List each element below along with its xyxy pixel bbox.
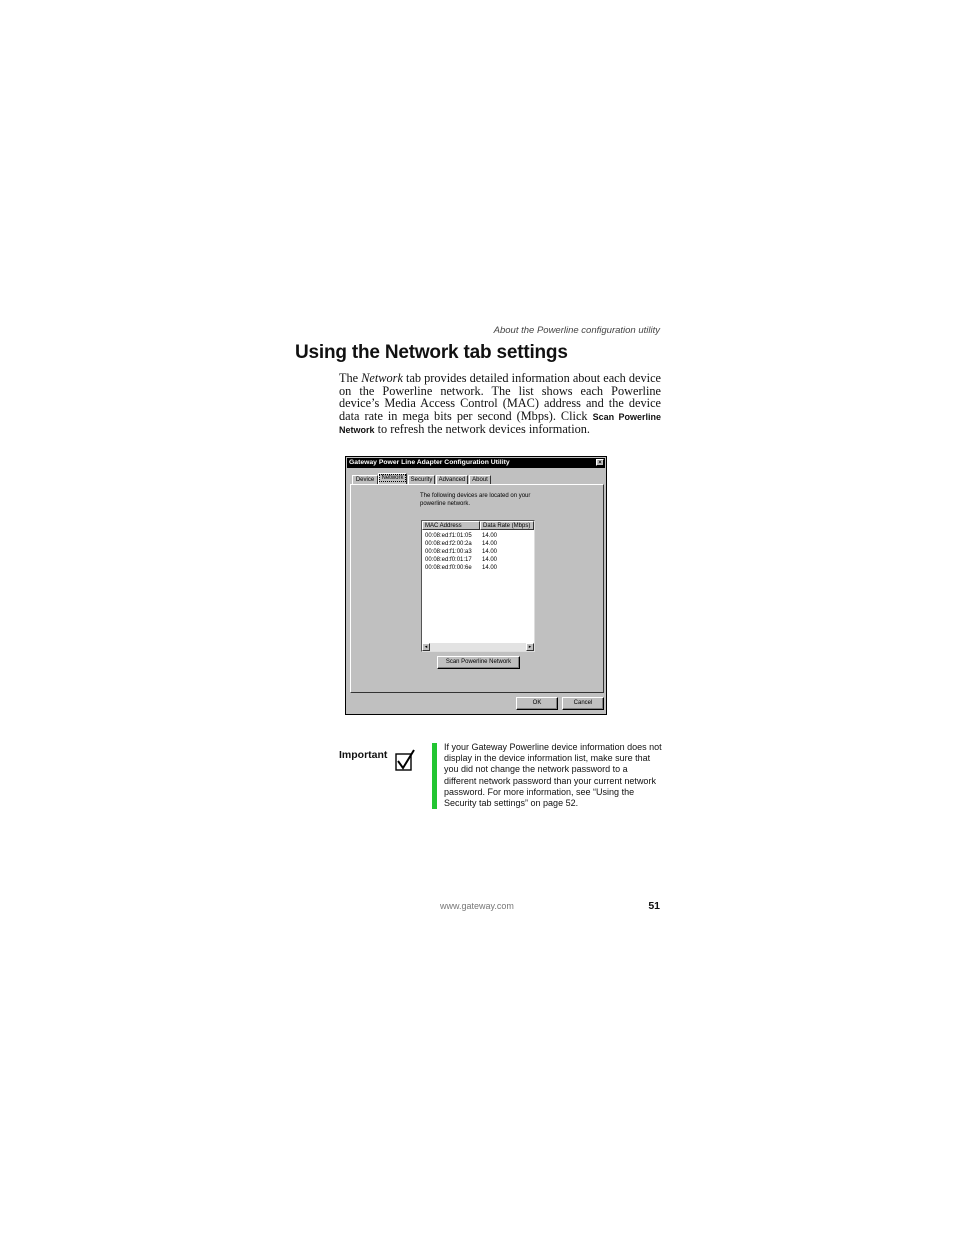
rate-cell: 14.00 (482, 533, 498, 539)
network-tab-panel (350, 484, 604, 693)
column-header-mac[interactable]: MAC Address (422, 521, 480, 530)
body-text-part3: to refresh the network devices information. (374, 422, 590, 437)
checkmark-icon (394, 748, 416, 772)
rate-cell: 14.00 (482, 541, 498, 547)
network-word: Network (361, 371, 403, 385)
tab-about-label: About (472, 477, 488, 483)
rate-cell: 14.00 (482, 565, 498, 571)
table-row[interactable] (422, 556, 534, 564)
tab-network[interactable] (378, 473, 407, 484)
running-head: About the Powerline configuration utility (493, 325, 660, 336)
dialog-title: Gateway Power Line Adapter Configuration Utility (349, 459, 510, 466)
table-row[interactable] (422, 540, 534, 548)
config-utility-dialog (345, 456, 607, 715)
mac-cell: 00:08:ed:f1:01:05 (425, 533, 472, 539)
tab-device[interactable] (352, 475, 378, 484)
footer-url: www.gateway.com (440, 901, 514, 911)
note-accent-bar (432, 743, 437, 809)
scroll-left-icon[interactable]: ◂ (422, 643, 430, 651)
tab-security-label: Security (410, 477, 433, 483)
table-row[interactable] (422, 564, 534, 572)
page-number: 51 (648, 900, 660, 912)
scan-button-reference: Scan Powerline Network (339, 411, 662, 436)
tab-advanced[interactable] (436, 475, 468, 484)
tab-about[interactable] (469, 475, 491, 484)
horizontal-scrollbar[interactable] (422, 643, 534, 651)
tab-device-label: Device (355, 477, 375, 483)
close-icon[interactable]: × (596, 459, 604, 466)
body-paragraph (339, 372, 661, 437)
list-header (422, 521, 534, 530)
scroll-right-icon[interactable]: ▸ (526, 643, 534, 651)
tab-advanced-label: Advanced (438, 477, 466, 483)
body-text-part1: The (339, 371, 362, 385)
device-list[interactable] (421, 520, 535, 652)
column-header-rate[interactable]: Data Rate (Mbps) (480, 521, 534, 530)
body-text-part2: tab provides detailed information about each device on the Powerline network. The list shows each Powerline device’s Media Access Control (MAC) address and the device data rate in mega bits per second (Mbps). Click (339, 371, 661, 423)
section-heading: Using the Network tab settings (295, 342, 568, 363)
tab-network-label: Network (381, 475, 404, 481)
cancel-button[interactable]: Cancel (562, 697, 604, 710)
important-label: Important (339, 749, 388, 761)
dialog-titlebar (347, 458, 605, 468)
table-row[interactable] (422, 548, 534, 556)
mac-cell: 00:08:ed:f2:00:2a (425, 541, 472, 547)
scan-powerline-network-button[interactable]: Scan Powerline Network (437, 656, 520, 669)
mac-cell: 00:08:ed:f0:00:6e (425, 565, 472, 571)
tab-security[interactable] (408, 475, 435, 484)
devices-description: The following devices are located on your powerline network. (420, 493, 531, 507)
ok-button[interactable]: OK (516, 697, 558, 710)
important-note-text: If your Gateway Powerline device information does not display in the device information list, make sure that you did not change the network password to a different network password than your current network password. For more information, see “Using the Security tab settings” on page 52. (444, 742, 662, 809)
rate-cell: 14.00 (482, 557, 498, 563)
mac-cell: 00:08:ed:f1:00:a3 (425, 549, 472, 555)
mac-cell: 00:08:ed:f0:01:17 (425, 557, 472, 563)
table-row[interactable] (422, 532, 534, 540)
rate-cell: 14.00 (482, 549, 498, 555)
